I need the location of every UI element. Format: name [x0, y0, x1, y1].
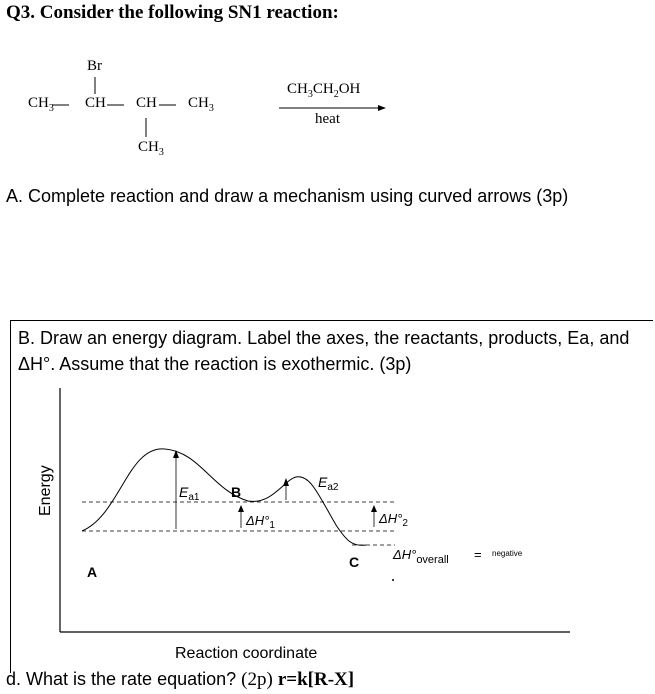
chain-ch3-left: $CH_3$: [28, 95, 54, 114]
condition-heat: heat: [315, 111, 340, 127]
solvent-ethanol: $CH_3CH_2OH$: [287, 81, 361, 100]
chain-ch-2: CH: [136, 95, 157, 111]
methyl-substituent: $CH_3$: [138, 139, 164, 158]
part-a-prompt: A. Complete reaction and draw a mechanism using curved arrows (3p): [6, 186, 569, 206]
label-equals: =: [474, 547, 482, 562]
label-ea1: $E_{a1}$: [179, 484, 200, 503]
question-title: Q3. Consider the following SN1 reaction:: [6, 2, 339, 23]
label-dh-overall: $\Delta H^\circ_{overall}$: [393, 547, 449, 566]
part-d-points: (2p): [241, 669, 273, 690]
label-dh2: $\Delta H^\circ_2$: [379, 511, 408, 529]
rate-equation-answer: r=k[R-X]: [277, 669, 355, 690]
y-axis-label: Energy: [37, 465, 54, 516]
chain-ch3-right: $CH_3$: [188, 95, 214, 114]
label-intermediate-b: B: [231, 484, 242, 500]
label-product-c: C: [349, 554, 360, 570]
chain-ch-1: CH: [85, 95, 106, 111]
part-d-prompt: d. What is the rate equation? (2p) r=k[R-X]: [6, 669, 355, 690]
part-b-prompt: B. Draw an energy diagram. Label the axes, the reactants, products, Ea, and ΔH°. Assume that the reaction is exothermic. (3p): [18, 328, 630, 374]
label-ea2: $E_{a2}$: [318, 474, 339, 493]
label-dh1: $\Delta H^\circ_1$: [246, 513, 275, 531]
label-negative: negative: [492, 549, 523, 558]
energy-diagram: [0, 380, 655, 670]
label-reactant-a: A: [87, 564, 98, 580]
bromine-substituent: Br: [87, 58, 102, 74]
x-axis-label: Reaction coordinate: [175, 645, 318, 662]
